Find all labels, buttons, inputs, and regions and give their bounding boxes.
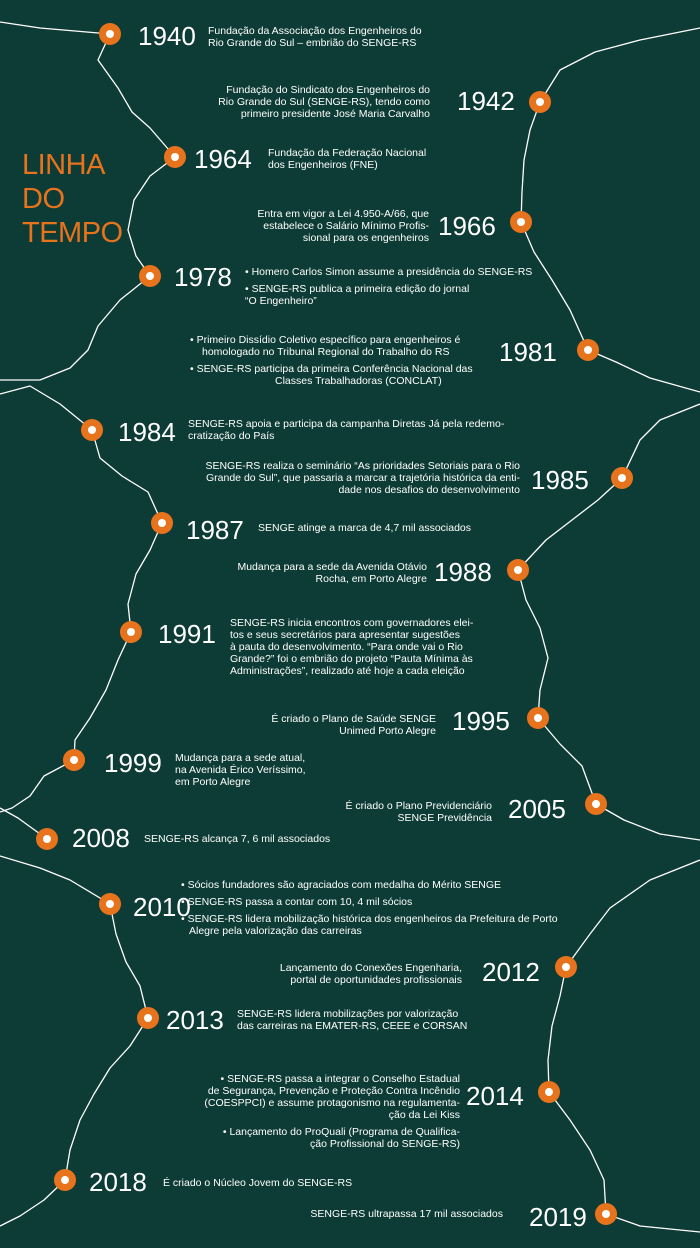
marker-center: [534, 714, 542, 722]
event-text-2012: Lançamento do Conexões Engenharia, portal de oportunidades profissionais: [279, 962, 462, 986]
marker-center: [146, 272, 154, 280]
gear-line-segment: [566, 860, 700, 967]
timeline-marker-1985: [611, 467, 633, 489]
event-text-2010: • Sócios fundadores são agraciados com medalha do Mérito SENGE • SENGE-RS passa a contar com 10, 4 mil sócios • SENGE-RS lidera mobilização histórica dos engenheiros da Prefeitura de Porto Alegre pela valorização das carreiras: [181, 879, 558, 937]
event-text-1987: SENGE atinge a marca de 4,7 mil associados: [258, 522, 472, 534]
year-1942: 1942: [457, 86, 515, 116]
gear-line-segment: [0, 760, 74, 812]
gear-line-segment: [0, 276, 150, 380]
gear-line-segment: [549, 1092, 606, 1214]
event-text-1966: Entra em vigor a Lei 4.950-A/66, que estabelece o Salário Mínimo Profis- sional para os engenheiros: [257, 208, 429, 244]
event-text-1999: Mudança para a sede atual, na Avenida Érico Veríssimo, em Porto Alegre: [175, 752, 306, 788]
year-1981: 1981: [499, 337, 557, 367]
gear-line-segment: [98, 34, 175, 157]
gear-line-segment: [74, 632, 131, 760]
marker-center: [562, 963, 570, 971]
timeline-title: [22, 148, 123, 250]
marker-center: [536, 98, 544, 106]
event-text-2018: É criado o Núcleo Jovem do SENGE-RS: [163, 1177, 353, 1189]
gear-line-segment: [596, 804, 700, 840]
timeline-marker-1981: [577, 339, 599, 361]
year-2014: 2014: [466, 1081, 524, 1111]
gear-line-segment: [0, 386, 92, 430]
marker-center: [584, 346, 592, 354]
timeline-marker-1991: [120, 621, 142, 643]
year-1987: 1987: [186, 515, 244, 545]
year-2019: 2019: [529, 1202, 587, 1232]
marker-center: [106, 900, 114, 908]
timeline-marker-2012: [555, 956, 577, 978]
timeline-marker-1984: [81, 419, 103, 441]
event-text-1984: SENGE-RS apoia e participa da campanha Diretas Já pela redemo- cratização do País: [188, 418, 505, 442]
year-1985: 1985: [531, 465, 589, 495]
gear-line-segment: [521, 102, 540, 222]
year-1978: 1978: [174, 262, 232, 292]
timeline-marker-2018: [54, 1169, 76, 1191]
timeline-marker-1987: [151, 512, 173, 534]
timeline-marker-2014: [538, 1081, 560, 1103]
gear-line-segment: [540, 28, 700, 102]
timeline-marker-1942: [529, 91, 551, 113]
timeline-marker-2019: [595, 1203, 617, 1225]
event-text-1995: É criado o Plano de Saúde SENGE Unimed Porto Alegre: [271, 713, 436, 737]
gear-line-segment: [588, 350, 700, 392]
marker-center: [70, 756, 78, 764]
gear-line-segment: [128, 157, 175, 276]
year-1991: 1991: [158, 619, 216, 649]
year-2010: 2010: [133, 892, 191, 922]
timeline-marker-2008: [36, 828, 58, 850]
marker-center: [61, 1176, 69, 1184]
marker-center: [106, 30, 114, 38]
timeline-marker-1964: [164, 146, 186, 168]
event-text-1942: Fundação do Sindicato dos Engenheiros do Rio Grande do Sul (SENGE-RS), tendo como primeiro presidente José Maria Carvalho: [218, 84, 430, 120]
marker-center: [158, 519, 166, 527]
event-text-2014: • SENGE-RS passa a integrar o Conselho Estadual de Segurança, Prevenção e Proteção Contra Incêndio (COESPPCI) e assume protagonismo na regulamenta- ção da Lei Kiss • Lançamento do ProQuali (Programa de Qualifica- ção Profissional do SENGE-RS): [204, 1073, 460, 1150]
event-text-1978: • Homero Carlos Simon assume a presidência do SENGE-RS • SENGE-RS publica a primeira edição do jornal “O Engenheiro”: [245, 266, 533, 307]
marker-center: [171, 153, 179, 161]
timeline-marker-2013: [137, 1007, 159, 1029]
marker-center: [88, 426, 96, 434]
marker-center: [602, 1210, 610, 1218]
year-2018: 2018: [89, 1167, 147, 1197]
year-1999: 1999: [104, 748, 162, 778]
timeline-marker-1999: [63, 749, 85, 771]
event-text-1981: • Primeiro Dissídio Coletivo específico para engenheiros é homologado no Tribunal Regional do Trabalho do RS • SENGE-RS participa da primeira Conferência Nacional das Classes Trabalhadoras (CONCLAT): [190, 334, 473, 387]
event-text-2008: SENGE-RS alcança 7, 6 mil associados: [144, 833, 331, 845]
year-2012: 2012: [482, 957, 540, 987]
gear-line-segment: [606, 1214, 700, 1232]
gear-line-segment: [0, 22, 110, 34]
timeline-marker-1940: [99, 23, 121, 45]
event-text-1985: SENGE-RS realiza o seminário “As prioridades Setoriais para o Rio Grande do Sul”, que passaria a marcar a trajetória histórica da enti- dade nos desafios do desenvolvimento: [205, 460, 520, 496]
title-line-2: DO: [22, 183, 65, 215]
year-1984: 1984: [118, 417, 176, 447]
gear-line-segment: [622, 404, 700, 478]
marker-center: [545, 1088, 553, 1096]
event-text-1988: Mudança para a sede da Avenida Otávio Rocha, em Porto Alegre: [237, 561, 427, 585]
event-text-1991: SENGE-RS inicia encontros com governadores elei- tos e seus secretários para apresentar sugestões à pauta do desenvolvimento. “Para onde vai o Rio Grande?” foi o embrião do projeto “Pauta Mínima às Administrações”, realizado até hoje a cada eleição: [230, 617, 474, 677]
year-2008: 2008: [72, 823, 130, 853]
gear-line-segment: [0, 856, 110, 904]
year-1966: 1966: [438, 211, 496, 241]
marker-center: [144, 1014, 152, 1022]
timeline-marker-1966: [510, 211, 532, 233]
event-text-1940: Fundação da Associação dos Engenheiros do Rio Grande do Sul – embrião do SENGE-RS: [208, 25, 422, 49]
year-1964: 1964: [194, 144, 252, 174]
event-text-1964: Fundação da Federação Nacional dos Engenheiros (FNE): [268, 147, 427, 171]
marker-center: [618, 474, 626, 482]
timeline-marker-2010: [99, 893, 121, 915]
timeline-marker-2005: [585, 793, 607, 815]
year-2013: 2013: [166, 1005, 224, 1035]
gear-line-segment: [548, 967, 566, 1092]
marker-center: [592, 800, 600, 808]
timeline-marker-1978: [139, 265, 161, 287]
year-1988: 1988: [434, 557, 492, 587]
marker-center: [517, 218, 525, 226]
marker-center: [127, 628, 135, 636]
year-2005: 2005: [508, 794, 566, 824]
gear-line-segment: [65, 1018, 148, 1180]
marker-center: [514, 566, 522, 574]
year-1995: 1995: [452, 706, 510, 736]
timeline-marker-1995: [527, 707, 549, 729]
event-text-2005: É criado o Plano Previdenciário SENGE Previdência: [345, 800, 492, 824]
marker-center: [43, 835, 51, 843]
timeline-marker-1988: [507, 559, 529, 581]
gear-line-segment: [128, 523, 162, 632]
event-text-2019: SENGE-RS ultrapassa 17 mil associados: [310, 1208, 503, 1220]
event-text-2013: SENGE-RS lidera mobilizações por valorização das carreiras na EMATER-RS, CEEE e CORSAN: [237, 1008, 468, 1032]
gear-line-segment: [518, 570, 548, 718]
gear-line-segment: [0, 1180, 65, 1226]
title-line-3: TEMPO: [22, 217, 123, 249]
year-1940: 1940: [138, 21, 196, 51]
gear-line-segment: [538, 718, 596, 804]
title-line-1: LINHA: [22, 149, 105, 181]
